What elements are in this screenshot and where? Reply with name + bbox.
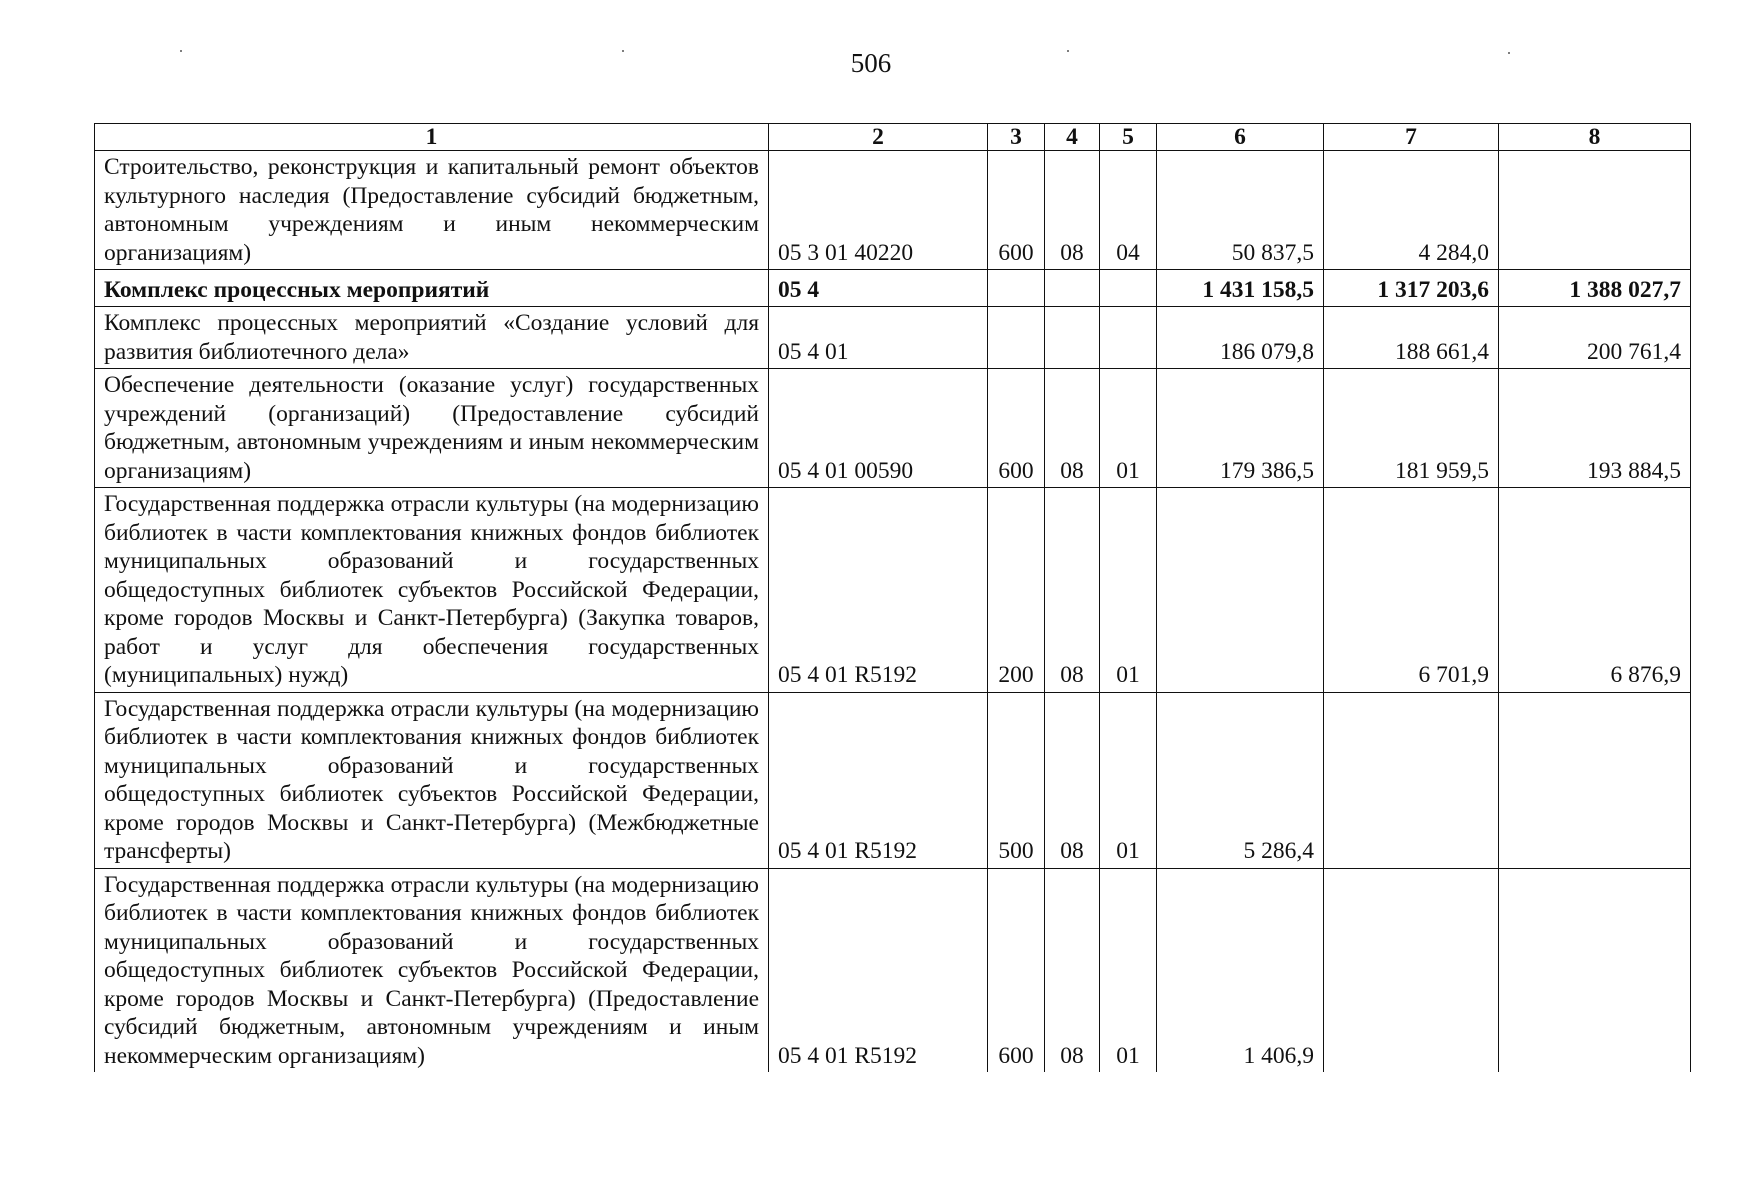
column-header: 1	[95, 124, 769, 151]
row-c6	[1157, 488, 1324, 693]
table-row	[95, 307, 1691, 369]
page-number: 506	[850, 48, 892, 78]
row-c5: 01	[1100, 692, 1157, 868]
row-c7: 188 661,4	[1324, 307, 1499, 369]
row-c3: 600	[988, 369, 1045, 488]
row-code: 05 4 01 R5192	[769, 692, 988, 868]
row-c5	[1100, 270, 1157, 307]
row-c8	[1499, 151, 1691, 270]
scan-speck	[180, 50, 182, 52]
row-c3: 200	[988, 488, 1045, 693]
row-code: 05 4	[769, 270, 988, 307]
table-row	[95, 488, 1691, 693]
budget-table	[94, 123, 1691, 1072]
row-c7: 1 317 203,6	[1324, 270, 1499, 307]
row-c5: 01	[1100, 488, 1157, 693]
row-c4: 08	[1045, 488, 1100, 693]
row-c8: 200 761,4	[1499, 307, 1691, 369]
row-name: Комплекс процессных мероприятий «Создание условий для развития библиотечного дела»	[95, 307, 769, 369]
row-name: Государственная поддержка отрасли культуры (на модернизацию библиотек в части комплектования книжных фондов библиотек муниципальных образований и государственных общедоступных библиотек субъектов Российской Федерации, кроме городов Москвы и Санкт-Петербурга) (Предоставление субсидий бюджетным, автономным учреждениям и иным некоммерческим организациям)	[95, 868, 769, 1072]
row-c7: 6 701,9	[1324, 488, 1499, 693]
column-header: 6	[1157, 124, 1324, 151]
table-row	[95, 868, 1691, 1072]
scan-speck	[622, 50, 624, 52]
row-code: 05 4 01 R5192	[769, 488, 988, 693]
row-name: Строительство, реконструкция и капитальный ремонт объектов культурного наследия (Предоставление субсидий бюджетным, автономным учреждениям и иным некоммерческим организациям)	[95, 151, 769, 270]
row-c4: 08	[1045, 369, 1100, 488]
row-name: Государственная поддержка отрасли культуры (на модернизацию библиотек в части комплектования книжных фондов библиотек муниципальных образований и государственных общедоступных библиотек субъектов Российской Федерации, кроме городов Москвы и Санкт-Петербурга) (Межбюджетные трансферты)	[95, 692, 769, 868]
row-c8: 193 884,5	[1499, 369, 1691, 488]
row-name: Государственная поддержка отрасли культуры (на модернизацию библиотек в части комплектования книжных фондов библиотек муниципальных образований и государственных общедоступных библиотек субъектов Российской Федерации, кроме городов Москвы и Санкт-Петербурга) (Закупка товаров, работ и услуг для обеспечения государственных (муниципальных) нужд)	[95, 488, 769, 693]
row-c4: 08	[1045, 692, 1100, 868]
row-c8	[1499, 868, 1691, 1072]
row-c3: 600	[988, 151, 1045, 270]
row-c8: 6 876,9	[1499, 488, 1691, 693]
column-header: 3	[988, 124, 1045, 151]
column-header: 2	[769, 124, 988, 151]
row-name: Комплекс процессных мероприятий	[95, 270, 769, 307]
row-c4: 08	[1045, 151, 1100, 270]
row-c6: 186 079,8	[1157, 307, 1324, 369]
row-code: 05 4 01 00590	[769, 369, 988, 488]
column-header: 7	[1324, 124, 1499, 151]
row-c7: 4 284,0	[1324, 151, 1499, 270]
column-header: 8	[1499, 124, 1691, 151]
row-c3	[988, 270, 1045, 307]
scan-speck	[1067, 50, 1069, 52]
row-c5: 01	[1100, 868, 1157, 1072]
row-c5: 04	[1100, 151, 1157, 270]
header-row	[95, 124, 1691, 151]
row-c7: 181 959,5	[1324, 369, 1499, 488]
row-c8: 1 388 027,7	[1499, 270, 1691, 307]
row-c8	[1499, 692, 1691, 868]
column-header: 5	[1100, 124, 1157, 151]
row-c5	[1100, 307, 1157, 369]
row-c6: 1 431 158,5	[1157, 270, 1324, 307]
table-row	[95, 369, 1691, 488]
row-c4: 08	[1045, 868, 1100, 1072]
table-row	[95, 151, 1691, 270]
row-c7	[1324, 868, 1499, 1072]
row-c5: 01	[1100, 369, 1157, 488]
row-c6: 50 837,5	[1157, 151, 1324, 270]
row-c4	[1045, 307, 1100, 369]
scan-speck	[1508, 52, 1510, 54]
column-header: 4	[1045, 124, 1100, 151]
row-c3: 600	[988, 868, 1045, 1072]
row-c6: 5 286,4	[1157, 692, 1324, 868]
row-c3: 500	[988, 692, 1045, 868]
table-row-total	[95, 270, 1691, 307]
row-c6: 179 386,5	[1157, 369, 1324, 488]
row-code: 05 4 01 R5192	[769, 868, 988, 1072]
row-c7	[1324, 692, 1499, 868]
row-c4	[1045, 270, 1100, 307]
row-code: 05 4 01	[769, 307, 988, 369]
row-c3	[988, 307, 1045, 369]
row-c6: 1 406,9	[1157, 868, 1324, 1072]
row-code: 05 3 01 40220	[769, 151, 988, 270]
table-row	[95, 692, 1691, 868]
row-name: Обеспечение деятельности (оказание услуг) государственных учреждений (организаций) (Предоставление субсидий бюджетным, автономным учреждениям и иным некоммерческим организациям)	[95, 369, 769, 488]
